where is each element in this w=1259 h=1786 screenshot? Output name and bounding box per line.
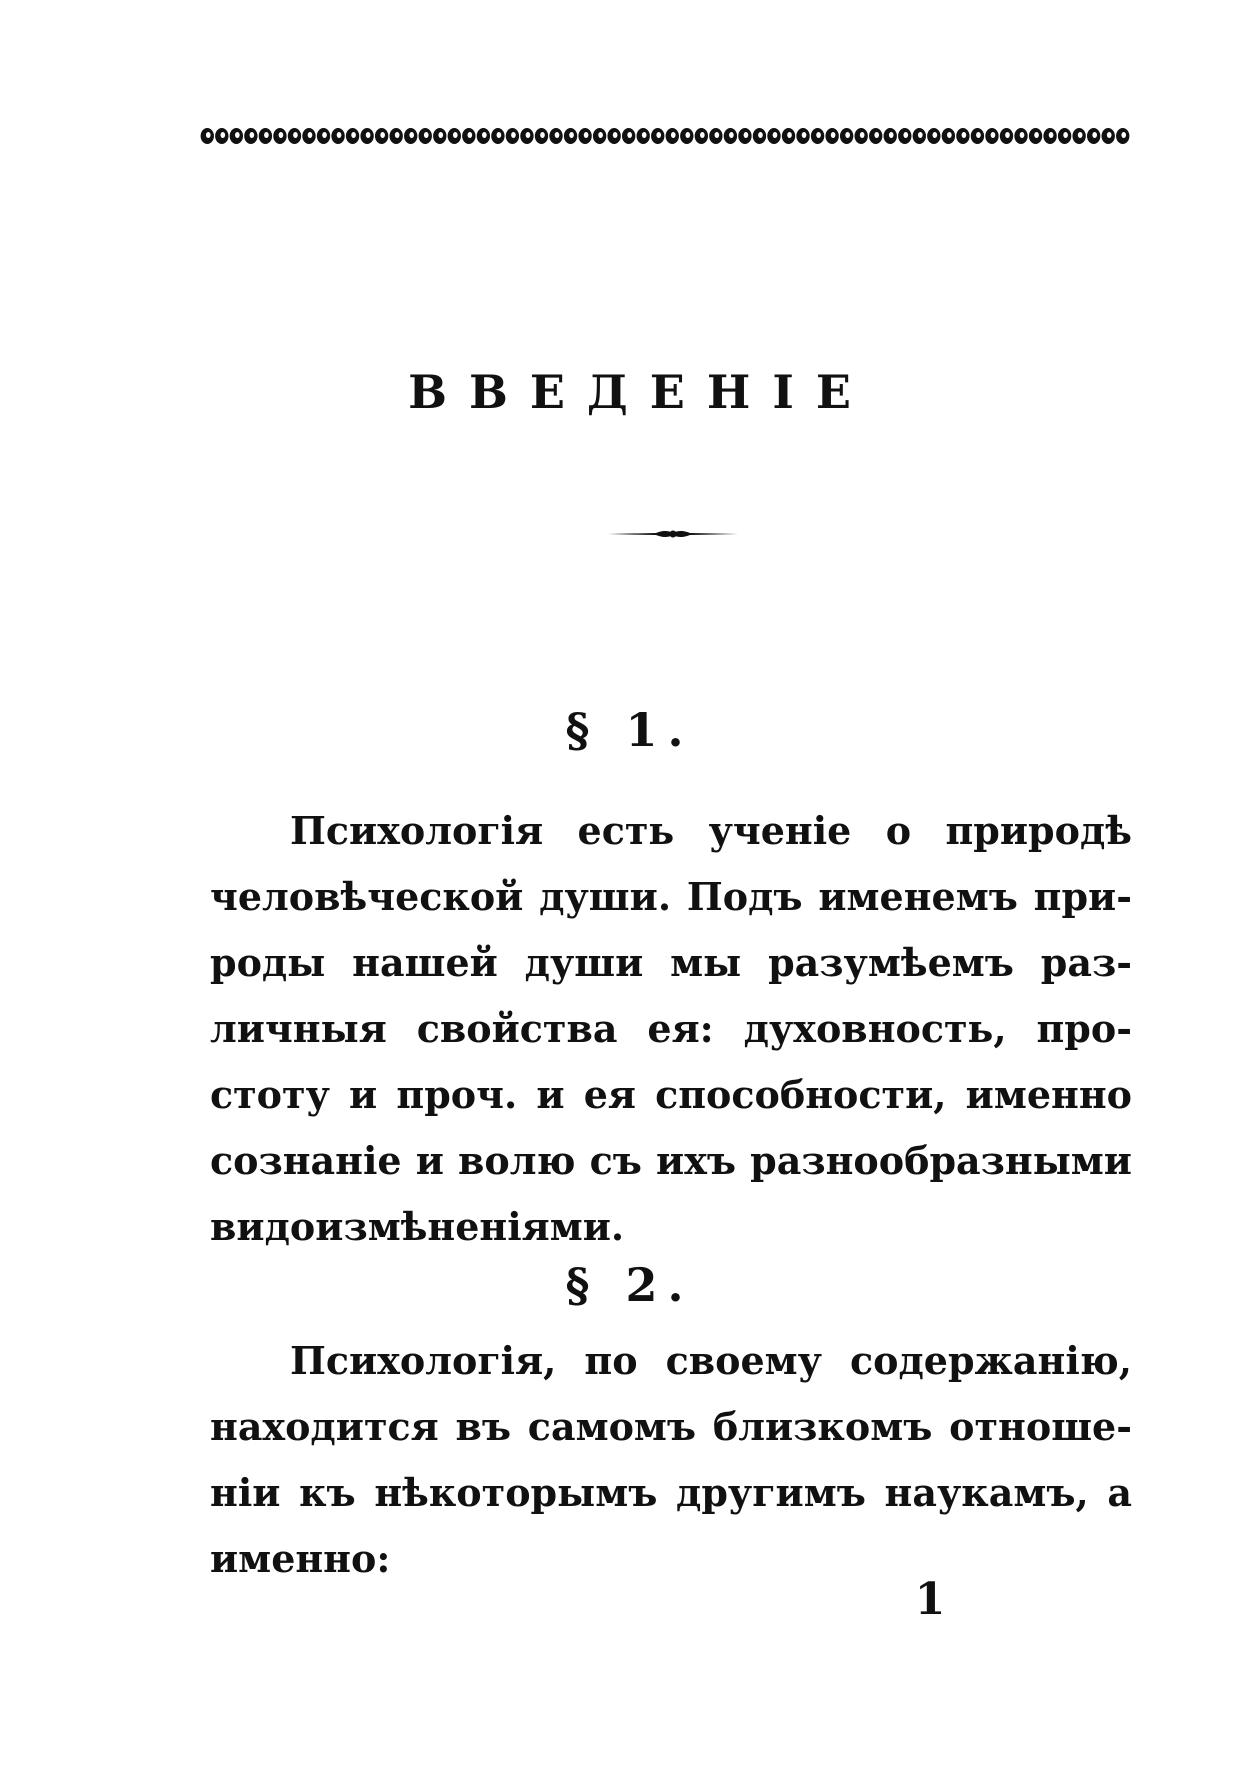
text-line: Психологія, по своему содержанію, [290,1338,1132,1383]
ornament-dot-highlight [1092,132,1097,138]
ornament-dot-highlight [526,132,531,138]
ornament-dot-highlight [976,132,981,138]
ornament-dot-highlight [816,132,821,138]
ornament-dot-highlight [1005,132,1010,138]
section-2-paragraph [210,1328,1132,1592]
ornament-dot-highlight [279,132,284,138]
ornament-dot-highlight [264,132,269,138]
text-line: человѣческой души. Подъ именемъ при- [210,874,1132,919]
ornament-dot-highlight [918,132,923,138]
ornament-dot-highlight [802,132,807,138]
ornament-dot-highlight [671,132,676,138]
ornament-dot-highlight [1107,132,1112,138]
ornament-dot-highlight [1121,132,1126,138]
ornament-dot-highlight [337,132,342,138]
ornament-dot-highlight [1078,132,1083,138]
ornament-dot-highlight [206,132,211,138]
text-line: личныя свойства ея: духовность, про- [210,1006,1132,1051]
ornament-dot-highlight [831,132,836,138]
ornament-dot-highlight [627,132,632,138]
ornament-dot-highlight [947,132,952,138]
ornament-dot-highlight [482,132,487,138]
ornament-dot-highlight [1063,132,1068,138]
ornament-dot-highlight [656,132,661,138]
page-number: 1 [914,1574,946,1625]
ornament-dot-highlight [991,132,996,138]
ornament-dot-highlight [322,132,327,138]
ornament-dot-highlight [220,132,225,138]
section-mark-2: § 2. [565,1258,694,1312]
ornament-dot-highlight [468,132,473,138]
section-mark-1: § 1. [565,703,694,757]
ornament-dot-highlight [250,132,255,138]
ornament-dot-highlight [700,132,705,138]
ornament-dot-highlight [569,132,574,138]
text-line: Психологія есть ученіе о природѣ [290,808,1132,853]
ornament-dot-highlight [308,132,313,138]
ornament-dot-highlight [874,132,879,138]
ornament-dot-highlight [903,132,908,138]
ornament-dot-highlight [584,132,589,138]
ornament-dot-highlight [613,132,618,138]
ornament-dot-highlight [409,132,414,138]
ornament-dot-highlight [715,132,720,138]
ornament-dot-highlight [351,132,356,138]
ornament-dot-highlight [380,132,385,138]
ornament-dot-highlight [685,132,690,138]
text-line: именно: [210,1536,391,1581]
ornament-dot-highlight [540,132,545,138]
text-line: стоту и проч. и ея способности, именно [210,1072,1132,1117]
ornament-dot-highlight [642,132,647,138]
ornament-dot-highlight [395,132,400,138]
ornament-dot-highlight [1020,132,1025,138]
text-line: видоизмѣненіями. [210,1204,625,1249]
ornament-dot-highlight [598,132,603,138]
ornament-dot-highlight [511,132,516,138]
ornament-dot-highlight [845,132,850,138]
ornament-dot-highlight [933,132,938,138]
section-1-paragraph [210,798,1132,1260]
ornament-dot-highlight [293,132,298,138]
text-line: ніи къ нѣкоторымъ другимъ наукамъ, а [210,1470,1132,1515]
ornament-dot-highlight [729,132,734,138]
ornament-dot-highlight [889,132,894,138]
ornament-dot-highlight [235,132,240,138]
ornament-dot-highlight [787,132,792,138]
ornament-dot-highlight [773,132,778,138]
ornament-dot-highlight [555,132,560,138]
ornament-dot-highlight [758,132,763,138]
text-line: находится въ самомъ близкомъ отноше- [210,1404,1132,1449]
ornament-dot-highlight [744,132,749,138]
text-line: роды нашей души мы разумѣемъ раз- [210,940,1132,985]
ornament-dot-highlight [962,132,967,138]
title-divider-ornament [608,528,738,540]
ornament-dot-highlight [438,132,443,138]
ornament-dot-highlight [860,132,865,138]
ornament-dot-highlight [424,132,429,138]
text-line: сознаніе и волю съ ихъ разнообразными [210,1138,1132,1183]
ornament-dot-highlight [453,132,458,138]
ornament-dot-highlight [366,132,371,138]
chapter-title: ВВЕДЕНІЕ [408,365,873,419]
ornamental-header-border [200,125,1130,147]
ornament-dot-highlight [1034,132,1039,138]
ornament-dot-highlight [1049,132,1054,138]
ornament-dot-highlight [497,132,502,138]
